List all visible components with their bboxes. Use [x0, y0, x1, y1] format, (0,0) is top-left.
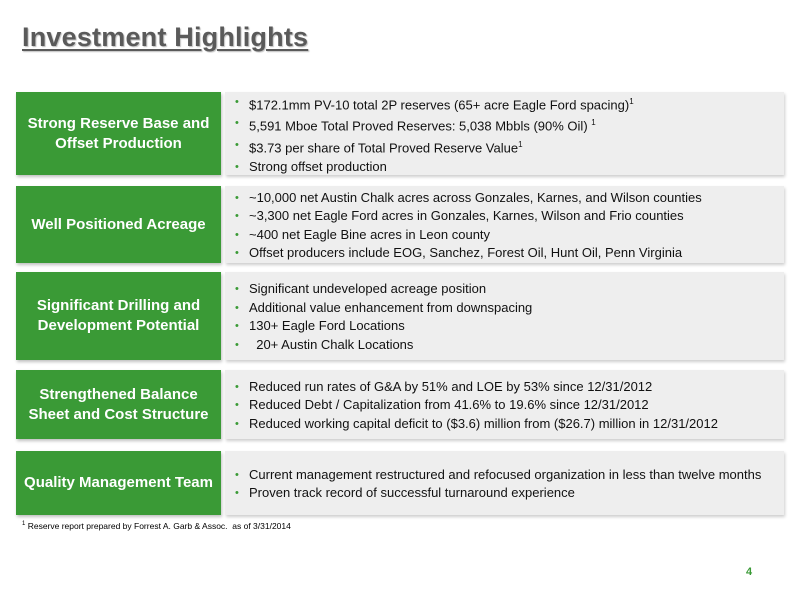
bullet-item: • Current management restructured and refocused organization in less than twelve months	[235, 466, 778, 485]
bullet-item: • Reduced run rates of G&A by 51% and LOE by 53% since 12/31/2012	[235, 378, 778, 397]
bullet-icon: •	[235, 95, 239, 108]
bullet-icon: •	[235, 338, 239, 351]
bullet-item: • 130+ Eagle Ford Locations	[235, 317, 778, 336]
section-acreage	[16, 186, 784, 263]
section-balance-sheet	[16, 370, 784, 439]
bullet-icon: •	[235, 191, 239, 204]
section-content	[225, 186, 784, 263]
section-management-team	[16, 451, 784, 515]
section-content	[225, 272, 784, 360]
bullet-item: • Additional value enhancement from downspacing	[235, 299, 778, 318]
section-label: Quality Management Team	[16, 451, 221, 515]
bullet-icon: •	[235, 210, 239, 222]
bullet-item: • Strong offset production	[235, 158, 778, 177]
bullet-list	[235, 378, 778, 434]
bullet-item: • 20+ Austin Chalk Locations	[235, 336, 778, 355]
section-label: Strengthened Balance Sheet and Cost Structure	[16, 370, 221, 439]
section-label: Strong Reserve Base and Offset Production	[16, 92, 221, 175]
section-content	[225, 451, 784, 515]
bullet-icon: •	[235, 301, 239, 314]
bullet-icon: •	[235, 399, 239, 412]
bullet-item: • ~400 net Eagle Bine acres in Leon county	[235, 226, 778, 245]
bullet-icon: •	[235, 247, 239, 259]
bullet-icon: •	[235, 139, 239, 152]
bullet-item: • ~10,000 net Austin Chalk acres across Gonzales, Karnes, and Wilson counties	[235, 189, 778, 208]
bullet-list	[235, 93, 778, 177]
bullet-list	[235, 466, 778, 503]
bullet-icon: •	[235, 283, 239, 295]
bullet-item: • ~3,300 net Eagle Ford acres in Gonzales, Karnes, Wilson and Frio counties	[235, 207, 778, 226]
bullet-icon: •	[235, 320, 239, 332]
bullet-icon: •	[235, 417, 239, 430]
section-reserve-base	[16, 92, 784, 175]
section-content	[225, 92, 784, 175]
bullet-icon: •	[235, 468, 239, 481]
section-label: Significant Drilling and Development Potential	[16, 272, 221, 360]
bullet-item: • Proven track record of successful turnaround experience	[235, 484, 778, 503]
bullet-item: • $172.1mm PV-10 total 2P reserves (65+ acre Eagle Ford spacing)$^1$	[235, 93, 778, 115]
section-content	[225, 370, 784, 439]
page-number: 4	[746, 566, 753, 578]
bullet-icon: •	[235, 228, 239, 241]
bullet-item: • Significant undeveloped acreage position	[235, 280, 778, 299]
bullet-icon: •	[235, 380, 239, 393]
bullet-item: • Reduced Debt / Capitalization from 41.6% to 19.6% since 12/31/2012	[235, 396, 778, 415]
section-label: Well Positioned Acreage	[16, 186, 221, 263]
page-title: Investment Highlights	[22, 22, 309, 52]
footnote: $^1$ Reserve report prepared by Forrest A. Garb & Assoc. as of 3/31/2014	[22, 521, 291, 531]
bullet-list	[235, 280, 778, 354]
bullet-icon: •	[235, 117, 239, 130]
bullet-item: • $3.73 per share of Total Proved Reserve Value$^1$	[235, 136, 778, 158]
bullet-item: • Offset producers include EOG, Sanchez, Forest Oil, Hunt Oil, Penn Virginia	[235, 244, 778, 263]
bullet-list	[235, 189, 778, 263]
bullet-item: • 5,591 Mboe Total Proved Reserves: 5,038 Mbbls (90% Oil) $^1$	[235, 114, 778, 136]
bullet-item: • Reduced working capital deficit to ($3.6) million from ($26.7) million in 12/31/2012	[235, 415, 778, 434]
section-drilling-potential	[16, 272, 784, 360]
bullet-icon: •	[235, 487, 239, 499]
bullet-icon: •	[235, 161, 239, 173]
